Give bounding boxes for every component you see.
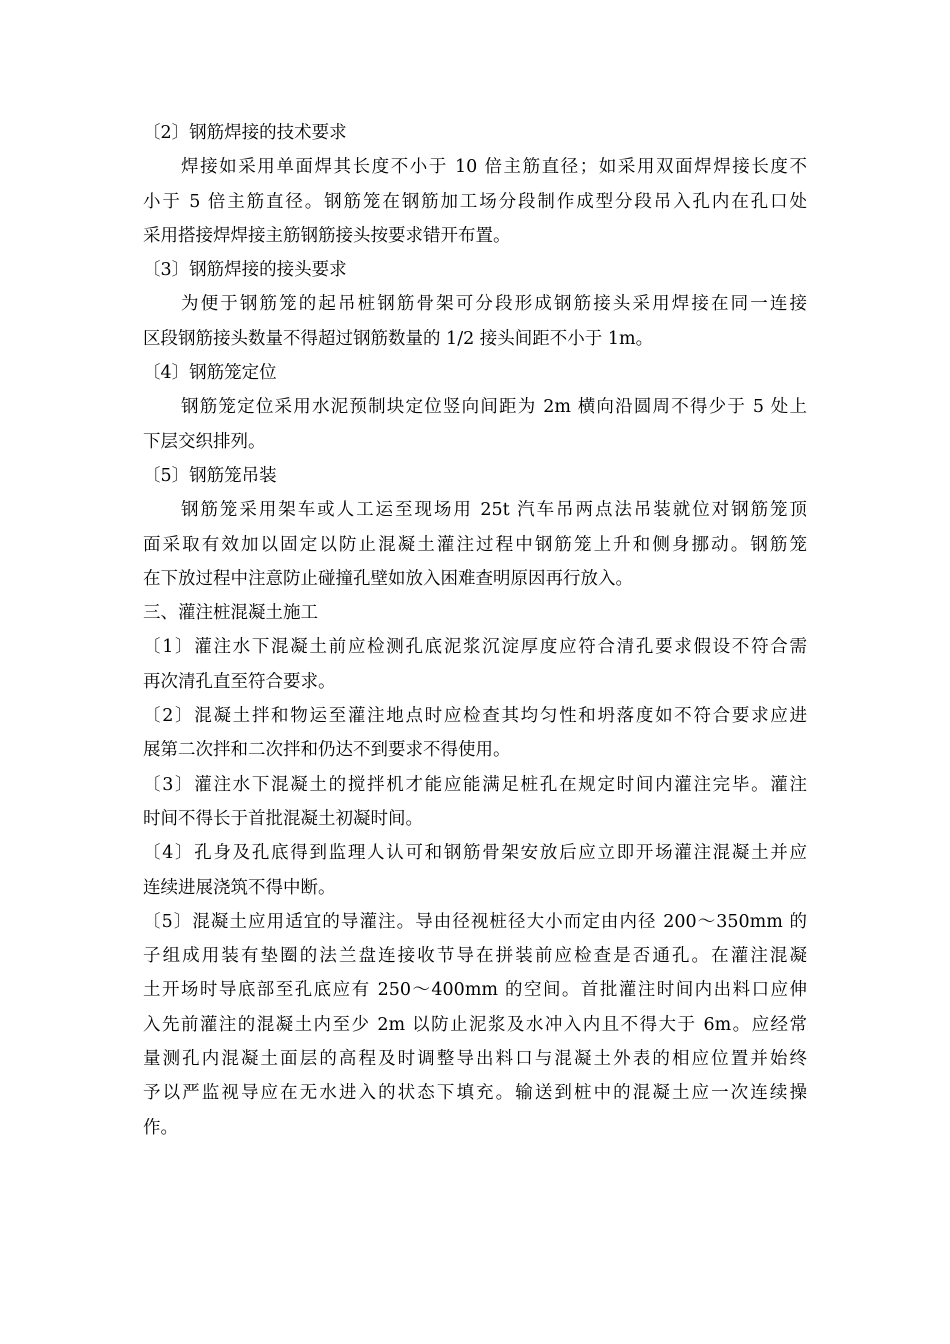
section-heading: 〔5〕钢筋笼吊装 [143,465,277,486]
text-line: 子组成用装有垫圈的法兰盘连接收节导在拼装前应检查是否通孔。在灌注混凝 [143,946,807,967]
section-heading: 〔4〕钢筋笼定位 [143,363,277,384]
text-line: 再次清孔直至符合要求。 [143,671,336,692]
text-line: 量测孔内混凝土面层的高程及时调整导出料口与混凝土外表的相应位置并始终 [143,1049,807,1070]
section-heading: 〔3〕钢筋焊接的接头要求 [143,260,347,281]
text-line: 采用搭接焊焊接主筋钢筋接头按要求错开布置。 [143,225,511,246]
text-line: 连续进展浇筑不得中断。 [143,877,336,898]
section-heading: 〔2〕钢筋焊接的技术要求 [143,123,347,143]
section-heading: 三、灌注桩混凝土施工 [143,603,318,624]
text-line: 下层交织排列。 [143,431,266,452]
text-line: 〔4〕孔身及孔底得到监理人认可和钢筋骨架安放后应立即开场灌注混凝土并应 [143,843,807,864]
text-line: 小于 5 倍主筋直径。钢筋笼在钢筋加工场分段制作成型分段吊入孔内在孔口处 [143,191,807,212]
text-line: 土开场时导底部至孔底应有 250～400mm 的空间。首批灌注时间内出料口应伸 [143,980,807,1001]
text-line: 〔2〕混凝土拌和物运至灌注地点时应检查其均匀性和坍落度如不符合要求应进 [143,706,807,727]
text-line: 时间不得长于首批混凝土初凝时间。 [143,808,423,829]
text-line: 面采取有效加以固定以防止混凝土灌注过程中钢筋笼上升和侧身挪动。钢筋笼 [143,534,807,555]
document-body [143,116,807,1145]
text-line: 焊接如采用单面焊其长度不小于 10 倍主筋直径；如采用双面焊焊接长度不 [181,157,807,178]
text-line: 〔3〕灌注水下混凝土的搅拌机才能应能满足桩孔在规定时间内灌注完毕。灌注 [143,774,807,795]
text-line: 〔1〕灌注水下混凝土前应检测孔底泥浆沉淀厚度应符合清孔要求假设不符合需 [143,637,807,658]
text-line: 在下放过程中注意防止碰撞孔壁如放入困难查明原因再行放入。 [143,568,633,589]
text-line: 区段钢筋接头数量不得超过钢筋数量的 1/2 接头间距不小于 1m。 [143,328,654,349]
text-line: 展第二次拌和二次拌和仍达不到要求不得使用。 [143,740,511,761]
text-line: 入先前灌注的混凝土内至少 2m 以防止泥浆及水冲入内且不得大于 6m。应经常 [143,1014,807,1035]
text-line: 为便于钢筋笼的起吊桩钢筋骨架可分段形成钢筋接头采用焊接在同一连接 [181,294,807,315]
text-line: 钢筋笼定位采用水泥预制块定位竖向间距为 2m 横向沿圆周不得少于 5 处上 [181,397,807,418]
text-line: 予以严监视导应在无水进入的状态下填充。输送到桩中的混凝土应一次连续操 [143,1083,807,1104]
text-line: 〔5〕混凝土应用适宜的导灌注。导由径视桩径大小而定由内径 200～350mm 的 [143,911,807,932]
text-line: 作。 [143,1117,178,1138]
text-line: 钢筋笼采用架车或人工运至现场用 25t 汽车吊两点法吊装就位对钢筋笼顶 [181,500,807,521]
